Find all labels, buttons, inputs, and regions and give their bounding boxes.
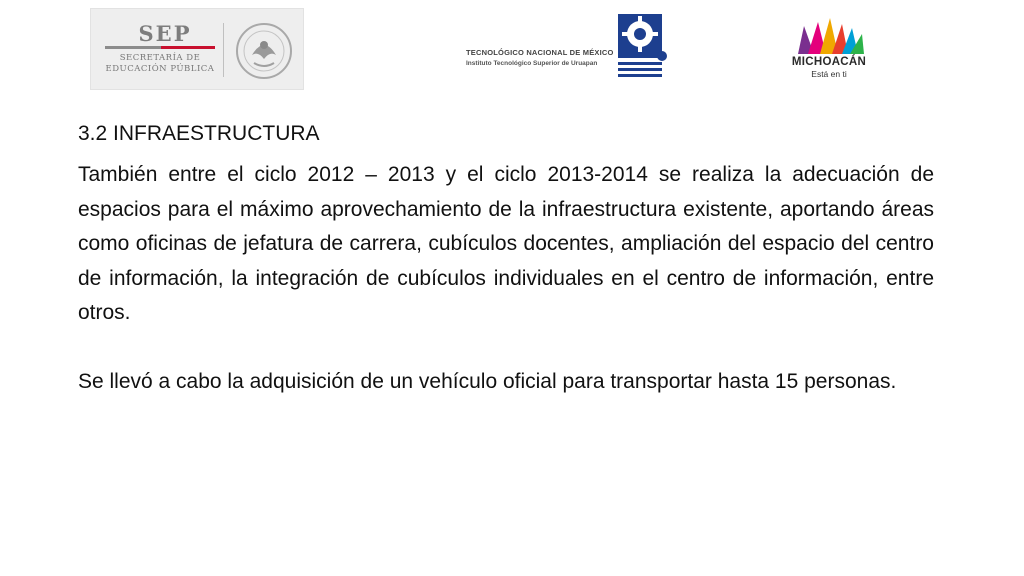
sep-logo [90,8,304,90]
tecnm-name: TECNOLÓGICO NACIONAL DE MÉXICO [466,48,614,57]
slide-content [78,118,934,399]
institute-name: Instituto Tecnológico Superior de Uruapan [466,60,598,67]
michoacan-logo [784,16,874,82]
national-seal-icon [234,21,294,81]
sep-gray-rule [105,46,161,49]
gear-emblem-icon [614,12,670,80]
michoacan-name: MICHOACÁN [791,56,867,68]
sep-acronym: SEP [138,21,192,46]
paragraph-infrastructure: También entre el ciclo 2012 – 2013 y el ciclo 2013-2014 se realiza la adecuación de espacios para el máximo aprovechamiento de la infraestructura existente, aportando áreas como oficinas de jefatura de carrera, cubículos docentes, ampliación del espacio del centro de información, la integración de cubículos individuales en el centro de información, entre otros. [78,163,934,324]
sep-subtitle-line1: SECRETARÍA DE [119,53,201,63]
logo-header [0,0,1024,100]
sep-subtitle-line2: EDUCACIÓN PÚBLICA [105,64,215,74]
michoacan-tagline: Está en ti [811,69,847,79]
tecnm-logo-text [466,48,616,67]
paragraph-vehicle: Se llevó a cabo la adquisición de un vehículo oficial para transportar hasta 15 personas. [78,369,897,393]
section-heading: 3.2 INFRAESTRUCTURA [78,122,320,145]
michoacan-crown-icon [784,16,874,56]
sep-divider [223,23,224,77]
sep-red-rule [161,46,215,49]
